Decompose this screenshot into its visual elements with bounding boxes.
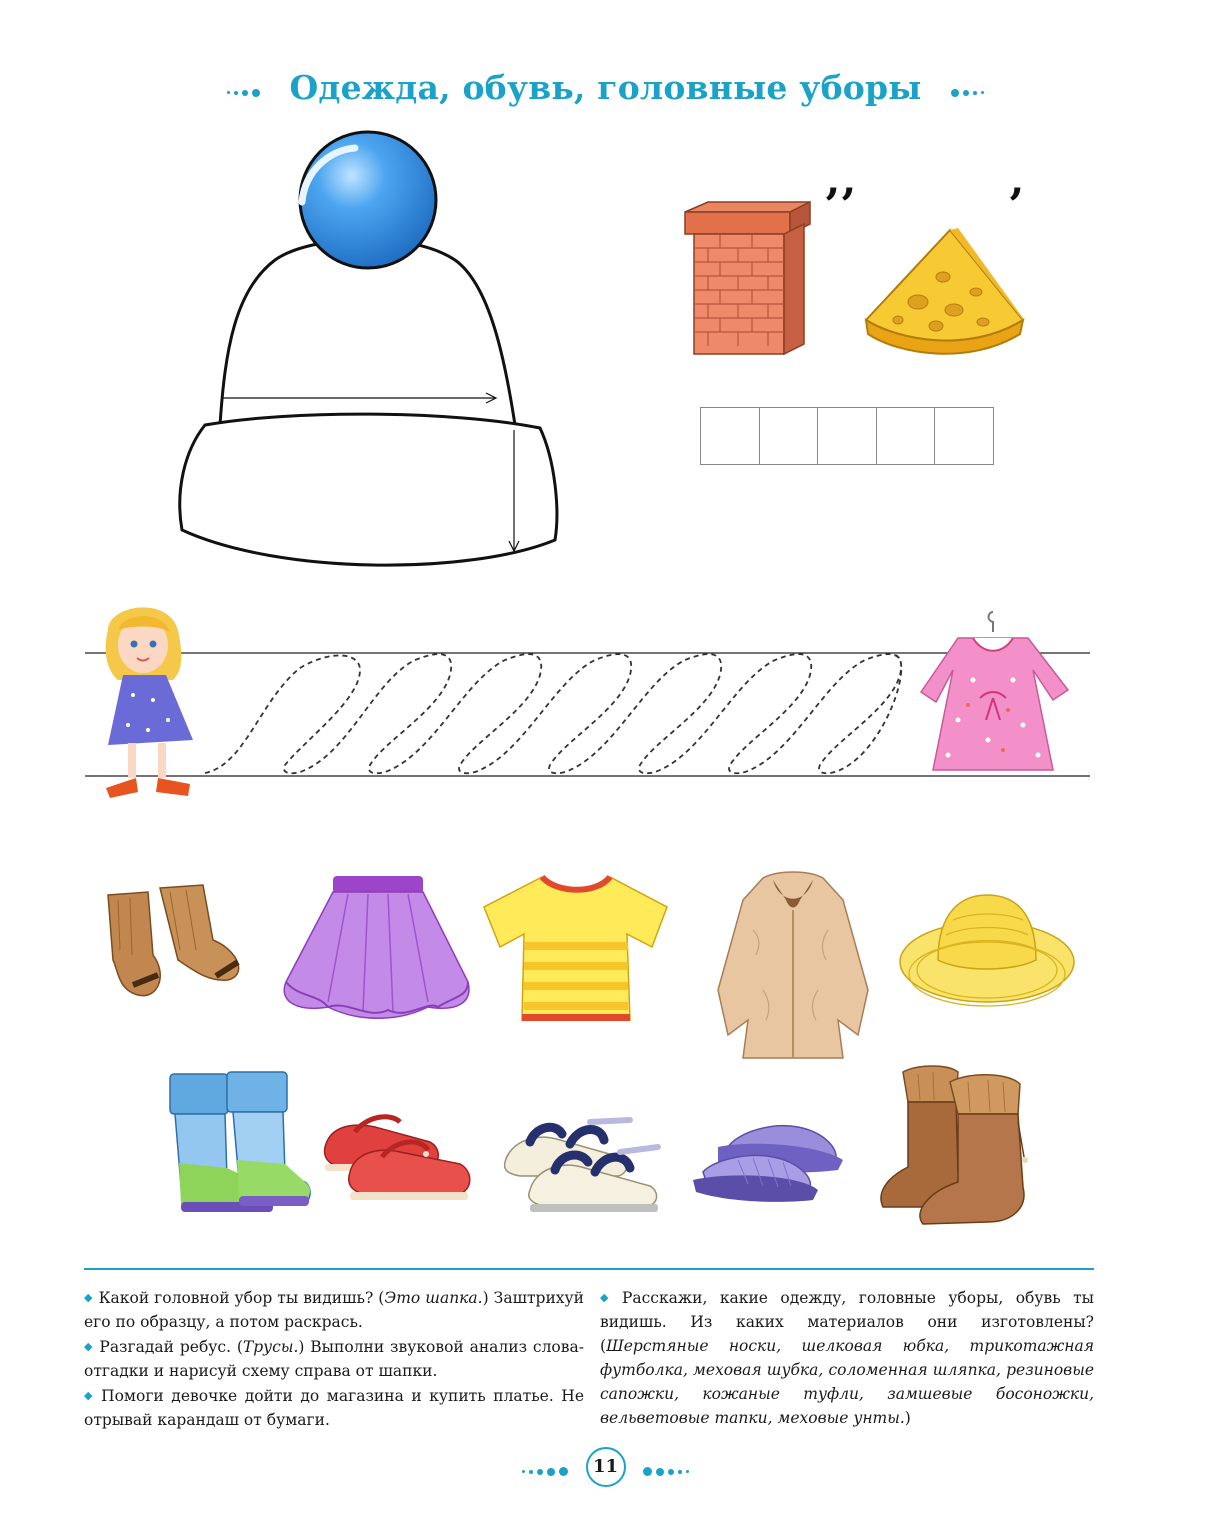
- hat-outline-icon: [170, 130, 570, 580]
- straw-hat-icon: [898, 890, 1076, 1010]
- instruction-item: ◆ Разгадай ребус. (Трусы.) Выполни звуковой анализ слова-отгадки и нарисуй схему справа от шапки.: [84, 1338, 584, 1380]
- wool-socks-icon: [98, 880, 248, 1008]
- rubber-boots-icon: [165, 1068, 313, 1220]
- footer-dots-right: [641, 1461, 691, 1473]
- rebus-double-comma: ’’: [824, 178, 857, 232]
- bullet-icon: ◆: [84, 1389, 96, 1402]
- brick-chimney-icon: [680, 200, 815, 360]
- section-divider: [84, 1268, 1094, 1270]
- instruction-item: ◆ Помоги девочке дойти до магазина и купить платье. Не отрывай карандаш от бумаги.: [84, 1387, 584, 1429]
- footer-dots-left: [520, 1461, 570, 1473]
- sound-cell[interactable]: [935, 408, 993, 464]
- bullet-icon: ◆: [84, 1291, 93, 1304]
- page-number: 11: [586, 1447, 626, 1487]
- doll-girl-icon: [98, 600, 203, 800]
- sound-cell[interactable]: [760, 408, 819, 464]
- sound-cell[interactable]: [877, 408, 936, 464]
- instructions-right: [600, 1286, 1094, 1431]
- page-footer: [0, 1447, 1211, 1491]
- bullet-icon: ◆: [84, 1340, 94, 1353]
- instruction-item: ◆ Какой головной убор ты видишь? (Это шапка.) Заштрихуй его по образцу, а потом раскрась.: [84, 1289, 585, 1331]
- red-shoes-icon: [320, 1102, 476, 1212]
- sound-cell[interactable]: [701, 408, 760, 464]
- pink-dress-icon: [918, 610, 1073, 775]
- sandals-icon: [500, 1102, 664, 1220]
- fur-coat-icon: [708, 870, 878, 1062]
- title-dots-right: [949, 82, 986, 94]
- instructions-left: [84, 1286, 584, 1433]
- sound-cell[interactable]: [818, 408, 877, 464]
- title-dots-left: [225, 82, 262, 94]
- sound-scheme-grid: [700, 407, 994, 465]
- bullet-icon: ◆: [600, 1291, 616, 1304]
- slippers-icon: [688, 1102, 854, 1214]
- title-row: [0, 62, 1211, 114]
- cheese-icon: [858, 222, 1028, 362]
- purple-skirt-icon: [268, 872, 488, 1024]
- rebus-single-comma: ’: [1008, 178, 1025, 232]
- page-title: Одежда, обувь, головные уборы: [289, 68, 922, 107]
- yellow-tshirt-icon: [482, 872, 670, 1024]
- instruction-item: ◆ Расскажи, какие одежду, головные уборы, обувь ты видишь. Из каких материалов они изготовлены? (Шерстяные носки, шелковая юбка, трикотажная футболка, меховая шубка, соломенная шляпка, резиновые сапожки, кожаные туфли, замшевые босоножки, вельветовые тапки, меховые унты.): [600, 1289, 1094, 1427]
- fur-boots-icon: [878, 1062, 1038, 1232]
